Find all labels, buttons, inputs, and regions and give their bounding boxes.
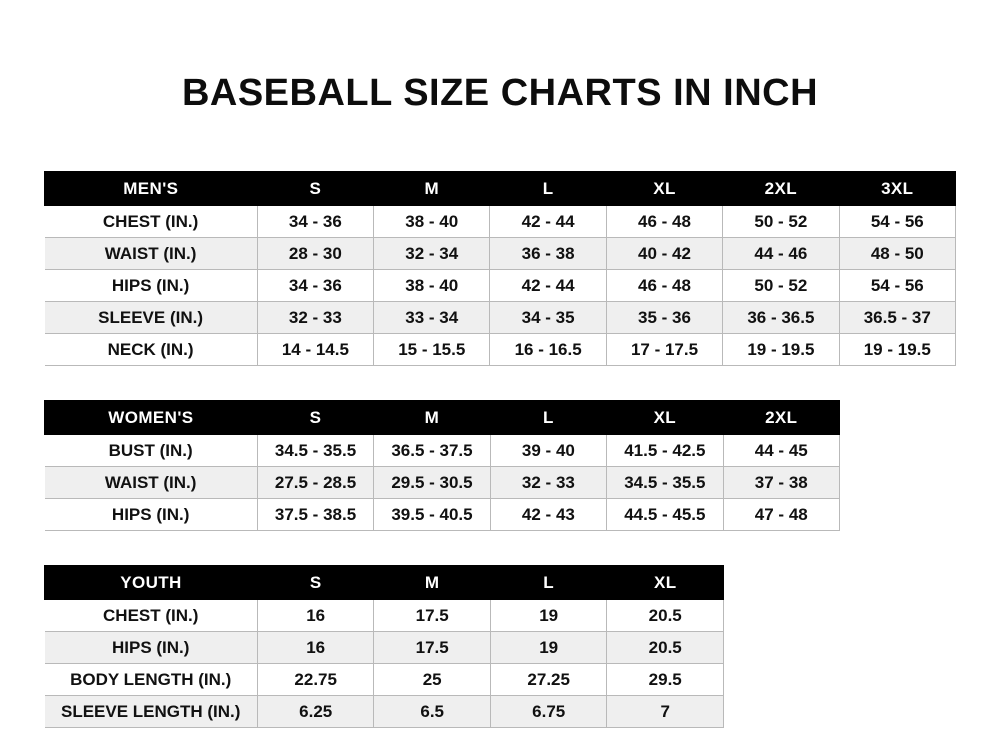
womens-header-s: S: [257, 401, 373, 435]
cell: 44.5 - 45.5: [607, 499, 723, 531]
youth-header-xl: XL: [607, 566, 724, 600]
table-row: [45, 632, 724, 664]
cell: 50 - 52: [723, 270, 839, 302]
cell: 17 - 17.5: [606, 334, 722, 366]
cell: 39.5 - 40.5: [374, 499, 490, 531]
cell: 19: [490, 632, 607, 664]
womens-header-l: L: [490, 401, 606, 435]
cell: 37.5 - 38.5: [257, 499, 373, 531]
mens-header-3xl: 3XL: [839, 172, 955, 206]
youth-header-m: M: [374, 566, 491, 600]
cell: 15 - 15.5: [374, 334, 490, 366]
cell: 19: [490, 600, 607, 632]
cell: 33 - 34: [374, 302, 490, 334]
cell: 17.5: [374, 632, 491, 664]
mens-table-header: [45, 172, 956, 206]
mens-table-block: [44, 171, 956, 366]
cell: 48 - 50: [839, 238, 955, 270]
row-label: CHEST (IN.): [45, 206, 258, 238]
mens-header-m: M: [374, 172, 490, 206]
table-row: [45, 270, 956, 302]
table-row: [45, 302, 956, 334]
cell: 54 - 56: [839, 270, 955, 302]
cell: 7: [607, 696, 724, 728]
cell: 41.5 - 42.5: [607, 435, 723, 467]
cell: 36 - 38: [490, 238, 606, 270]
youth-table-block: [44, 565, 956, 728]
table-row: [45, 664, 724, 696]
cell: 34 - 36: [257, 206, 373, 238]
row-label: WAIST (IN.): [45, 467, 258, 499]
row-label: BUST (IN.): [45, 435, 258, 467]
table-row: [45, 696, 724, 728]
table-row: [45, 467, 840, 499]
cell: 16 - 16.5: [490, 334, 606, 366]
cell: 14 - 14.5: [257, 334, 373, 366]
cell: 44 - 45: [723, 435, 839, 467]
womens-header-m: M: [374, 401, 490, 435]
cell: 42 - 44: [490, 270, 606, 302]
mens-table-body: [45, 206, 956, 366]
cell: 28 - 30: [257, 238, 373, 270]
womens-table-header: [45, 401, 840, 435]
cell: 34 - 35: [490, 302, 606, 334]
cell: 20.5: [607, 600, 724, 632]
cell: 29.5: [607, 664, 724, 696]
cell: 34 - 36: [257, 270, 373, 302]
womens-size-table: [44, 400, 840, 531]
cell: 6.25: [257, 696, 374, 728]
cell: 19 - 19.5: [839, 334, 955, 366]
table-header-row: [45, 401, 840, 435]
cell: 44 - 46: [723, 238, 839, 270]
mens-header-l: L: [490, 172, 606, 206]
youth-size-table: [44, 565, 724, 728]
cell: 42 - 44: [490, 206, 606, 238]
cell: 6.5: [374, 696, 491, 728]
youth-table-body: [45, 600, 724, 728]
cell: 20.5: [607, 632, 724, 664]
mens-header-category: MEN'S: [45, 172, 258, 206]
cell: 22.75: [257, 664, 374, 696]
youth-header-category: YOUTH: [45, 566, 258, 600]
row-label: HIPS (IN.): [45, 632, 258, 664]
cell: 25: [374, 664, 491, 696]
cell: 50 - 52: [723, 206, 839, 238]
cell: 34.5 - 35.5: [257, 435, 373, 467]
cell: 38 - 40: [374, 270, 490, 302]
mens-header-xl: XL: [606, 172, 722, 206]
cell: 54 - 56: [839, 206, 955, 238]
row-label: SLEEVE LENGTH (IN.): [45, 696, 258, 728]
table-row: [45, 435, 840, 467]
womens-header-xl: XL: [607, 401, 723, 435]
cell: 27.5 - 28.5: [257, 467, 373, 499]
table-header-row: [45, 172, 956, 206]
tables-container: [0, 171, 1000, 728]
cell: 40 - 42: [606, 238, 722, 270]
cell: 16: [257, 632, 374, 664]
cell: 37 - 38: [723, 467, 839, 499]
cell: 36.5 - 37.5: [374, 435, 490, 467]
table-row: [45, 206, 956, 238]
cell: 47 - 48: [723, 499, 839, 531]
cell: 19 - 19.5: [723, 334, 839, 366]
mens-header-s: S: [257, 172, 373, 206]
womens-header-2xl: 2XL: [723, 401, 839, 435]
table-header-row: [45, 566, 724, 600]
cell: 32 - 33: [490, 467, 606, 499]
cell: 32 - 34: [374, 238, 490, 270]
page-title: BASEBALL SIZE CHARTS IN INCH: [181, 72, 819, 114]
womens-table-block: [44, 400, 956, 531]
mens-size-table: [44, 171, 956, 366]
table-row: [45, 238, 956, 270]
cell: 29.5 - 30.5: [374, 467, 490, 499]
youth-header-l: L: [490, 566, 607, 600]
cell: 36.5 - 37: [839, 302, 955, 334]
cell: 39 - 40: [490, 435, 606, 467]
row-label: HIPS (IN.): [45, 499, 258, 531]
cell: 46 - 48: [606, 270, 722, 302]
row-label: CHEST (IN.): [45, 600, 258, 632]
row-label: BODY LENGTH (IN.): [45, 664, 258, 696]
womens-table-body: [45, 435, 840, 531]
row-label: NECK (IN.): [45, 334, 258, 366]
row-label: HIPS (IN.): [45, 270, 258, 302]
cell: 38 - 40: [374, 206, 490, 238]
cell: 35 - 36: [606, 302, 722, 334]
table-row: [45, 334, 956, 366]
cell: 6.75: [490, 696, 607, 728]
cell: 27.25: [490, 664, 607, 696]
womens-header-category: WOMEN'S: [45, 401, 258, 435]
cell: 32 - 33: [257, 302, 373, 334]
youth-header-s: S: [257, 566, 374, 600]
cell: 36 - 36.5: [723, 302, 839, 334]
cell: 34.5 - 35.5: [607, 467, 723, 499]
youth-table-header: [45, 566, 724, 600]
row-label: SLEEVE (IN.): [45, 302, 258, 334]
cell: 46 - 48: [606, 206, 722, 238]
table-row: [45, 499, 840, 531]
cell: 16: [257, 600, 374, 632]
mens-header-2xl: 2XL: [723, 172, 839, 206]
table-row: [45, 600, 724, 632]
cell: 17.5: [374, 600, 491, 632]
row-label: WAIST (IN.): [45, 238, 258, 270]
cell: 42 - 43: [490, 499, 606, 531]
